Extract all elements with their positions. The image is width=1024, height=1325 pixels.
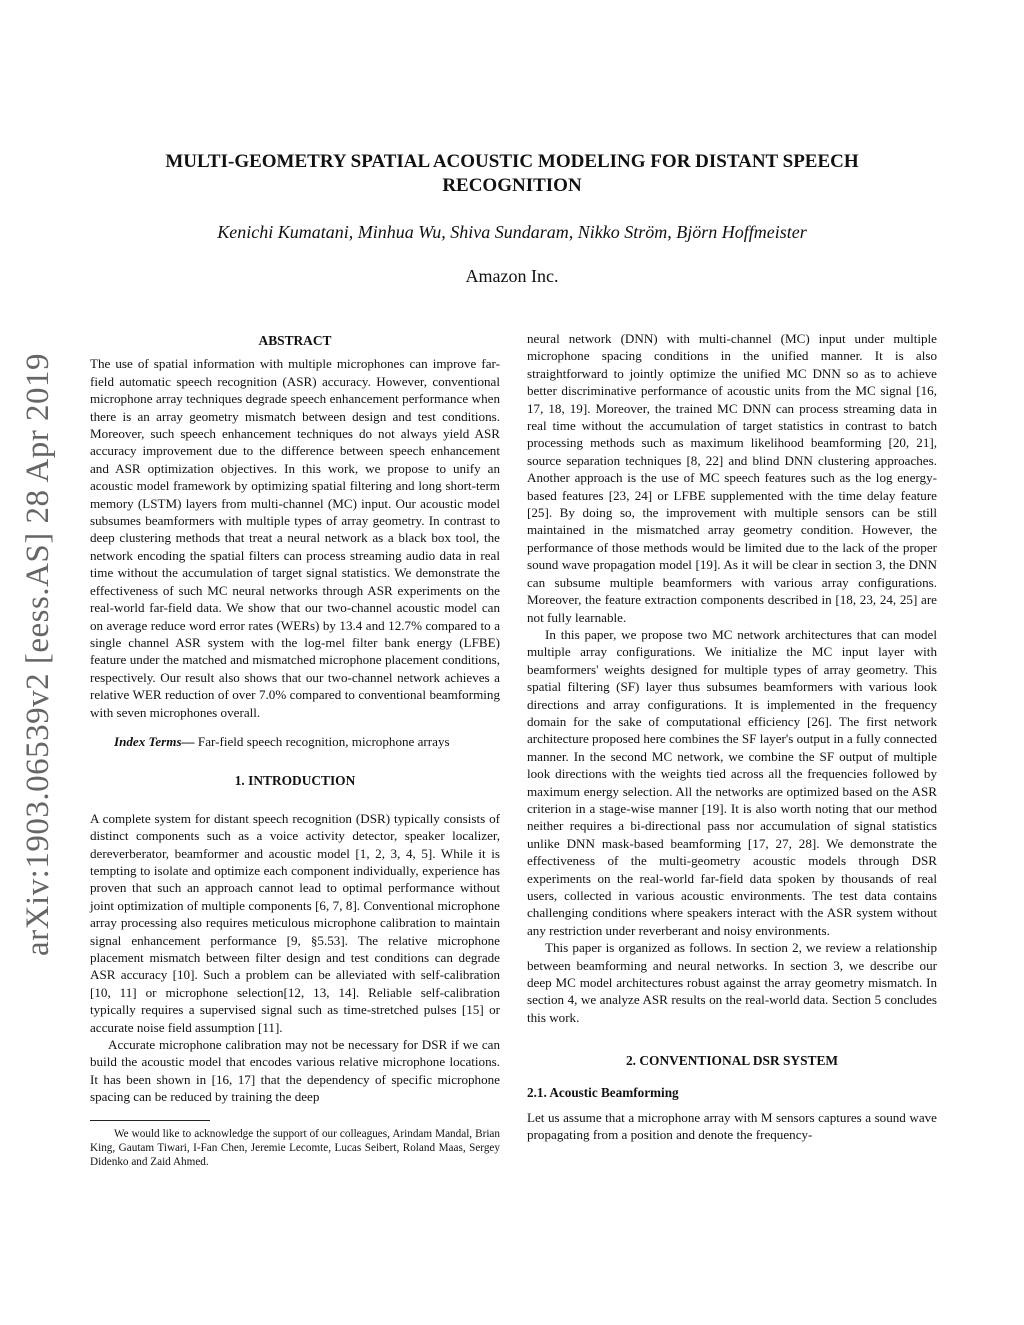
right-paragraph-1: neural network (DNN) with multi-channel (MC) input under multiple microphone spacing conditions in the unified manner. It is also straightforward to jointly optimize the unified MC DNN so as to achieve better discriminative performance of acoustic units from the MC signal [16, 17, 18, 19]. Moreover, the trained MC DNN can process streaming data in real time without the accumulation of target statistics in contrast to batch processing methods such as maximum likelihood beamforming [20, 21], source separation techniques [8, 22] and blind DNN clustering approaches. Another approach is the use of MC speech features such as the log energy-based features [23, 24] or LFBE supplemented with the time delay feature [25]. By doing so, the improvement with multiple sensors can be still maintained in the mismatched array geometry condition. However, the performance of those methods would be limited due to the lack of the proper sound wave propagation model [19]. As it will be clear in section 3, the DNN can subsume multiple beamformers with various array configurations. Moreover, the feature extraction components described in [18, 23, 24, 25] are not fully learnable. (527, 331, 937, 625)
right-paragraph-2: In this paper, we propose two MC network architectures that can model multiple array configurations. We initialize the MC input layer with beamformers' weights designed for multiple types of array geometry. This spatial filtering (SF) layer thus subsumes beamformers with various look directions and array configurations. It is implemented in the frequency domain for the sake of computational efficiency [26]. The first network architecture proposed here combines the SF layer's output in a fully connected manner. In the second MC network, we combine the SF output of multiple look directions with the weights tied across all the frequencies followed by maximum energy selection. All the networks are optimized based on the ASR criterion in a stage-wise manner [19]. It is also worth noting that our method neither requires a bi-directional pass nor accumulation of signal statistics unlike DNN mask-based beamforming [17, 27, 28]. We demonstrate the effectiveness of the multi-geometry acoustic models through DSR experiments on the real-world far-field data spoken by thousands of real users, collected in various acoustic environments. The test data contains challenging conditions where speakers interact with the ASR system without any restriction under reverberant and noisy environments. (527, 626, 937, 938)
title-line-1: MULTI-GEOMETRY SPATIAL ACOUSTIC MODELING FOR DISTANT SPEECH (165, 151, 859, 172)
left-column (90, 330, 500, 1169)
footnote-divider (90, 1120, 210, 1121)
intro-heading: 1. INTRODUCTION (234, 773, 356, 789)
abstract-text: The use of spatial information with multiple microphones can improve far-field automatic speech recognition (ASR) accuracy. However, conventional microphone array techniques degrade speech enhancement performance when there is an array geometry mismatch between design and test conditions. Moreover, such speech enhancement techniques do not always yield ASR accuracy improvement due to the difference between speech enhancement and ASR optimization objectives. In this work, we propose to unify an acoustic model framework by optimizing spatial filtering and long short-term memory (LSTM) layers from multi-channel (MC) input. Our acoustic model subsumes beamformers with multiple types of array geometry. In contrast to deep clustering methods that treat a neural network as a black box tool, the network encoding the spatial filters can process streaming audio data in real time without the accumulation of target signal statistics. We demonstrate the effectiveness of such MC neural networks through ASR experiments on the real-world far-field data. We show that our two-channel acoustic model can on average reduce word error rates (WERs) by 13.4 and 12.7% compared to a single channel ASR system with the log-mel filter bank energy (LFBE) feature under the matched and mismatched microphone placement conditions, respectively. Our result also shows that our two-channel network achieves a relative WER reduction of over 7.0% compared to conventional beamforming with seven microphones overall. (90, 356, 500, 720)
index-terms-text: Far-field speech recognition, microphone arrays (194, 733, 450, 749)
right-paragraph-3: This paper is organized as follows. In section 2, we review a relationship between beamforming and neural networks. In section 3, we describe our deep MC model architectures robust against the array geometry mismatch. In section 4, we analyze ASR results on the real-world data. Section 5 concludes this work. (527, 940, 937, 1025)
paper-title (120, 150, 904, 198)
index-terms-label: Index Terms— (114, 733, 195, 749)
intro-paragraph-2: Accurate microphone calibration may not be necessary for DSR if we can build the acoustic model that encodes various relative microphone locations. It has been shown in [16, 17] that the dependency of specific microphone spacing can be reduced by training the deep (90, 1037, 500, 1105)
subsection-2-1-heading: 2.1. Acoustic Beamforming (527, 1084, 679, 1100)
right-paragraph-4: Let us assume that a microphone array with M sensors captures a sound wave propagating from a position and denote the frequency- (527, 1110, 937, 1143)
intro-paragraph-1: A complete system for distant speech recognition (DSR) typically consists of distinct components such as a voice activity detector, speaker localizer, dereverberator, beamformer and acoustic model [1, 2, 3, 4, 5]. While it is tempting to isolate and optimize each component individually, experience has proven that such an approach cannot lead to optimal performance without joint optimization of multiple components [6, 7, 8]. Conventional microphone array processing also requires meticulous microphone calibration to maintain signal enhancement performance [9, §5.53]. The relative microphone placement mismatch between filter design and test conditions can degrade ASR accuracy [10]. Such a problem can be alleviated with self-calibration [10, 11] or microphone selection[12, 13, 14]. Reliable self-calibration typically requires a supervised signal such as time-stretched pulses [15] or accurate noise field assumption [11]. (90, 810, 500, 1035)
section-2-heading: 2. CONVENTIONAL DSR SYSTEM (625, 1053, 839, 1069)
acknowledgement-footnote: We would like to acknowledge the support of our colleagues, Arindam Mandal, Brian King, Gautam Tiwari, I-Fan Chen, Jeremie Lecomte, Lucas Seibert, Roland Maas, Sergey Didenko and Zaid Ahmed. (90, 1127, 500, 1169)
arxiv-stamp (18, 342, 58, 967)
arxiv-stamp-text: arXiv:1903.06539v2 [eess.AS] 28 Apr 2019 (19, 353, 56, 956)
right-column (527, 330, 937, 1144)
title-line-2: RECOGNITION (442, 175, 582, 196)
author-list: Kenichi Kumatani, Minhua Wu, Shiva Sundaram, Nikko Ström, Björn Hoffmeister (217, 222, 807, 242)
abstract-heading: ABSTRACT (258, 333, 332, 348)
affiliation: Amazon Inc. (465, 266, 559, 286)
index-terms (90, 733, 500, 750)
